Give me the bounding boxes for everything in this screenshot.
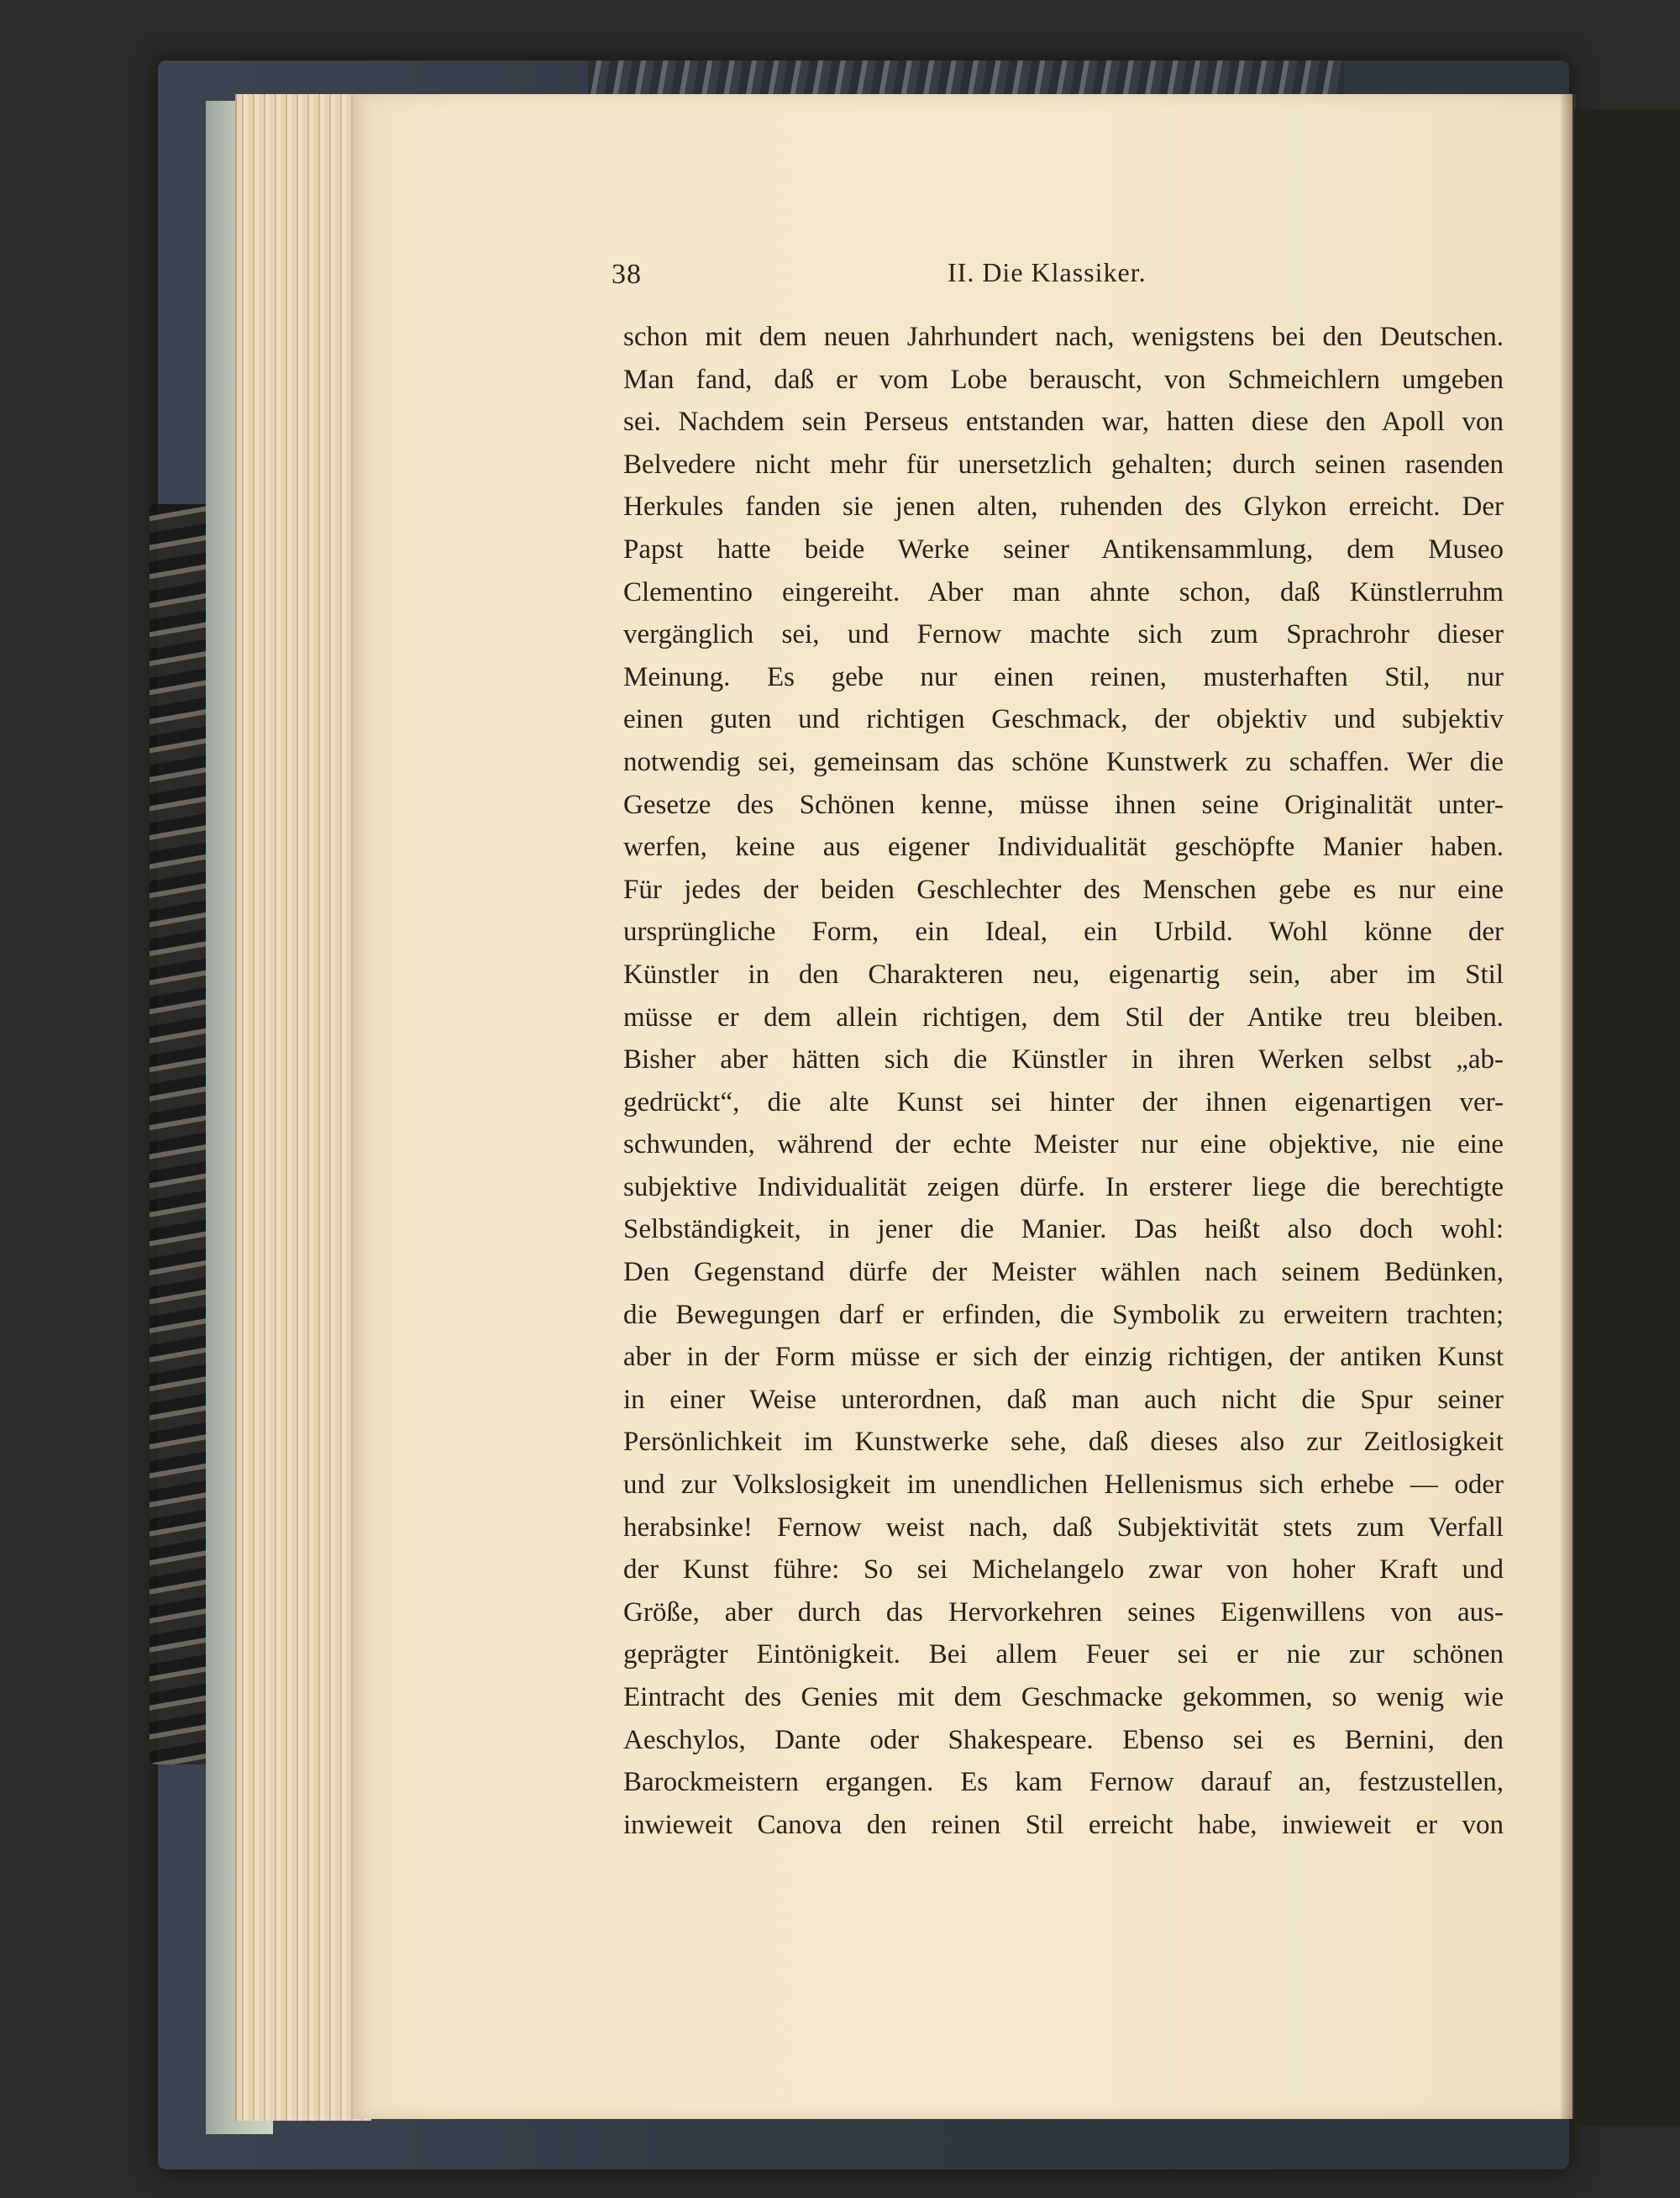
text-line: Papst hatte beide Werke seiner Antikensammlung, dem Museo	[623, 534, 1504, 565]
book-spine-marbling	[150, 504, 210, 1764]
text-line: gedrückt“, die alte Kunst sei hinter der ihnen eigenartigen ver-	[623, 1086, 1504, 1117]
text-line: notwendig sei, gemeinsam das schöne Kunstwerk zu schaffen. Wer die	[623, 746, 1504, 777]
text-line: in einer Weise unterordnen, daß man auch nicht die Spur seiner	[623, 1384, 1504, 1415]
text-line: geprägter Eintönigkeit. Bei allem Feuer sei er nie zur schönen	[623, 1639, 1504, 1670]
text-line: Den Gegenstand dürfe der Meister wählen nach seinem Bedünken,	[623, 1257, 1504, 1288]
text-line: Bisher aber hätten sich die Künstler in ihren Werken selbst „ab-	[623, 1044, 1504, 1075]
text-line: Künstler in den Charakteren neu, eigenartig sein, aber im Stil	[623, 959, 1504, 990]
text-line: sei. Nachdem sein Perseus entstanden war, hatten diese den Apoll von	[623, 407, 1504, 438]
text-line: schon mit dem neuen Jahrhundert nach, wenigstens bei den Deutschen.	[623, 322, 1504, 352]
text-line: und zur Volkslosigkeit im unendlichen Hellenismus sich erhebe — oder	[623, 1470, 1504, 1501]
page-edges	[235, 94, 371, 2121]
body-text	[623, 316, 1504, 1846]
page-number: 38	[612, 259, 642, 290]
text-line: Selbständigkeit, in jener die Manier. Das heißt also doch wohl:	[623, 1214, 1504, 1245]
text-line: werfen, keine aus eigener Individualität geschöpfte Manier haben.	[623, 832, 1504, 863]
text-line: herabsinke! Fernow weist nach, daß Subjektivität stets zum Verfall	[623, 1512, 1504, 1543]
text-line: der Kunst führe: So sei Michelangelo zwar von hoher Kraft und	[623, 1554, 1504, 1585]
text-line: ursprüngliche Form, ein Ideal, ein Urbild. Wohl könne der	[623, 917, 1504, 948]
background-dark	[1574, 109, 1680, 2126]
text-line: Clementino eingereiht. Aber man ahnte schon, daß Künstlerruhm	[623, 576, 1504, 607]
text-line: inwieweit Canova den reinen Stil erreicht habe, inwieweit er von	[623, 1809, 1504, 1840]
text-line: Herkules fanden sie jenen alten, ruhenden des Glykon erreicht. Der	[623, 492, 1504, 523]
text-line: Meinung. Es gebe nur einen reinen, musterhaften Stil, nur	[623, 661, 1504, 692]
text-line: Man fand, daß er vom Lobe berauscht, von Schmeichlern umgeben	[623, 364, 1504, 395]
text-line: subjektive Individualität zeigen dürfe. In ersterer liege die berechtigte	[623, 1171, 1504, 1202]
running-head: II. Die Klassiker.	[948, 257, 1147, 287]
text-line: schwunden, während der echte Meister nur eine objektive, nie eine	[623, 1129, 1504, 1160]
text-line: einen guten und richtigen Geschmack, der objektiv und subjektiv	[623, 704, 1504, 735]
text-line: Aeschylos, Dante oder Shakespeare. Ebenso sei es Bernini, den	[623, 1724, 1504, 1755]
text-line: Gesetze des Schönen kenne, müsse ihnen seine Originalität unter-	[623, 789, 1504, 820]
text-line: Persönlichkeit im Kunstwerke sehe, daß dieses also zur Zeitlosigkeit	[623, 1427, 1504, 1458]
text-line: Eintracht des Genies mit dem Geschmacke gekommen, so wenig wie	[623, 1682, 1504, 1712]
text-line: die Bewegungen darf er erfinden, die Symbolik zu erweitern trachten;	[623, 1299, 1504, 1330]
text-line: Belvedere nicht mehr für unersetzlich gehalten; durch seinen rasenden	[623, 449, 1504, 480]
text-line: vergänglich sei, und Fernow machte sich zum Sprachrohr dieser	[623, 619, 1504, 650]
text-line: Größe, aber durch das Hervorkehren seines Eigenwillens von aus-	[623, 1596, 1504, 1627]
text-line: aber in der Form müsse er sich der einzig richtigen, der antiken Kunst	[623, 1342, 1504, 1373]
text-line: Barockmeistern ergangen. Es kam Fernow darauf an, festzustellen,	[623, 1767, 1504, 1798]
text-line: müsse er dem allein richtigen, dem Stil der Antike treu bleiben.	[623, 1002, 1504, 1033]
text-line: Für jedes der beiden Geschlechter des Menschen gebe es nur eine	[623, 874, 1504, 905]
